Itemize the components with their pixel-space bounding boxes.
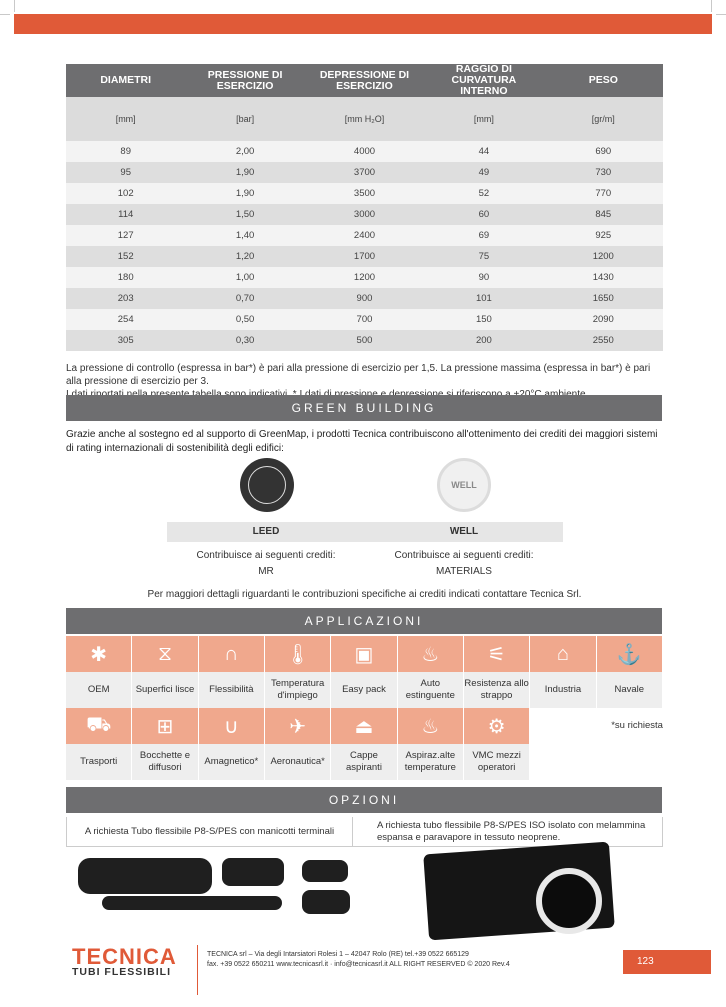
tractor-icon: ⚙ (464, 708, 530, 744)
table-cell: 4000 (305, 141, 424, 162)
footer-contacts (207, 950, 510, 970)
crop-mark (14, 0, 15, 12)
truck-icon: ⛟ (66, 708, 132, 744)
footer-divider (197, 945, 198, 995)
unit-cell: [bar] (185, 97, 304, 141)
hose-photo (78, 858, 212, 894)
application-label: Aspiraz.alte temperature (398, 744, 464, 780)
unit-cell: [mm H₂O] (305, 97, 424, 141)
table-cell: 3000 (305, 204, 424, 225)
table-cell: 114 (66, 204, 185, 225)
tear-resistance-icon: ⚟ (464, 636, 530, 672)
application-label: Cappe aspiranti (331, 744, 397, 780)
page-number: 123 (623, 950, 711, 974)
table-cell: 1,00 (185, 267, 304, 288)
su-richiesta-footnote: *su richiesta (611, 720, 663, 731)
table-cell: 75 (424, 246, 543, 267)
col-header-raggio: RAGGIO DI CURVATURA INTERNO (424, 64, 543, 97)
well-credits (365, 548, 563, 580)
footer-line: TECNICA srl – Via degli Intarsiatori Rolesi 1 – 42047 Rolo (RE) tel.+39 0522 665129 (207, 951, 469, 958)
factory-icon: ⌂ (530, 636, 596, 672)
application-label: Temperatura d'impiego (265, 672, 331, 708)
opzioni-title: OPZIONI (66, 787, 662, 813)
spec-table (66, 64, 663, 351)
table-cell: 200 (424, 330, 543, 351)
table-cell: 925 (544, 225, 663, 246)
table-cell: 1650 (544, 288, 663, 309)
table-cell: 1,40 (185, 225, 304, 246)
table-cell: 49 (424, 162, 543, 183)
table-cell: 152 (66, 246, 185, 267)
table-cell: 1,50 (185, 204, 304, 225)
table-cell: 690 (544, 141, 663, 162)
table-row (66, 225, 663, 246)
applicazioni-title: APPLICAZIONI (66, 608, 662, 634)
crop-mark (716, 14, 726, 15)
option-iso: A richiesta tubo flessibile P8-S/PES ISO isolato con melammina espansa e paravapore in tessuto neoprene. (377, 819, 646, 843)
application-label: Auto estinguente (398, 672, 464, 708)
col-header-depressione: DEPRESSIONE DI ESERCIZIO (305, 64, 424, 97)
leed-logo (240, 458, 294, 512)
thermometer-icon: 🌡 (265, 636, 331, 672)
crop-mark (711, 0, 712, 12)
application-item (464, 708, 530, 780)
unit-cell: [mm] (66, 97, 185, 141)
col-header-diametri: DIAMETRI (66, 64, 185, 97)
well-label: WELL (449, 526, 479, 537)
application-item (597, 636, 663, 708)
table-cell: 95 (66, 162, 185, 183)
table-cell: 1200 (305, 267, 424, 288)
table-cell: 1,90 (185, 162, 304, 183)
table-cell: 845 (544, 204, 663, 225)
application-item (132, 636, 198, 708)
spec-header-row (66, 64, 663, 97)
table-cell: 0,70 (185, 288, 304, 309)
application-item (66, 636, 132, 708)
flame-icon: ♨ (398, 636, 464, 672)
table-cell: 900 (305, 288, 424, 309)
application-label: OEM (66, 672, 132, 708)
options-box (66, 817, 663, 847)
application-label: Resistenza allo strappo (464, 672, 530, 708)
application-item (530, 636, 596, 708)
diffuser-icon: ⊞ (132, 708, 198, 744)
table-cell: 1,20 (185, 246, 304, 267)
well-credit: MATERIALS (436, 566, 492, 577)
hose-photo (222, 858, 284, 886)
table-cell: 730 (544, 162, 663, 183)
application-item (199, 708, 265, 780)
option-manicotti: A richiesta Tubo flessibile P8-S/PES con manicotti terminali (67, 817, 353, 846)
application-label: Trasporti (66, 744, 132, 780)
application-item (265, 708, 331, 780)
application-label: Flessibilità (199, 672, 265, 708)
application-label: Industria (530, 672, 596, 708)
green-building-title: GREEN BUILDING (66, 395, 662, 421)
credits-more-info: Per maggiori dettagli riguardanti le contribuzioni specifiche ai crediti indicati contattare Tecnica Srl. (147, 589, 582, 600)
leed-credit: MR (258, 566, 274, 577)
application-item (398, 708, 464, 780)
table-cell: 254 (66, 309, 185, 330)
footer-line: fax. +39 0522 650211 www.tecnicasrl.it · info@tecnicasrl.it ALL RIGHT RESERVED © 2020 Rev.4 (207, 961, 510, 968)
fan-icon: ✱ (66, 636, 132, 672)
leed-caption: Contribuisce ai seguenti crediti: (196, 550, 336, 561)
table-cell: 2,00 (185, 141, 304, 162)
unit-cell: [mm] (424, 97, 543, 141)
leed-label: LEED (252, 526, 280, 537)
table-cell: 52 (424, 183, 543, 204)
table-cell: 3700 (305, 162, 424, 183)
table-cell: 203 (66, 288, 185, 309)
table-cell: 770 (544, 183, 663, 204)
table-cell: 89 (66, 141, 185, 162)
table-row (66, 183, 663, 204)
magnet-icon: ∪ (199, 708, 265, 744)
table-row (66, 330, 663, 351)
table-cell: 700 (305, 309, 424, 330)
table-cell: 2400 (305, 225, 424, 246)
application-label: Bocchette e diffusori (132, 744, 198, 780)
table-cell: 305 (66, 330, 185, 351)
table-row (66, 288, 663, 309)
top-accent-bar (14, 14, 712, 34)
table-cell: 69 (424, 225, 543, 246)
table-cell: 127 (66, 225, 185, 246)
spec-units-row (66, 97, 663, 141)
airplane-icon: ✈ (265, 708, 331, 744)
high-temp-suction-icon: ♨ (398, 708, 464, 744)
table-row (66, 162, 663, 183)
table-cell: 102 (66, 183, 185, 204)
credits-header (167, 522, 563, 542)
green-building-intro: Grazie anche al sostegno ed al supporto di GreenMap, i prodotti Tecnica contribuiscono all'ottenimento dei crediti dei maggiori sistemi di rating internazionali di sostenibilità degli edifici: (66, 429, 658, 454)
table-cell: 1200 (544, 246, 663, 267)
anchor-icon: ⚓ (597, 636, 663, 672)
smooth-surface-icon: ⧖ (132, 636, 198, 672)
table-cell: 1,90 (185, 183, 304, 204)
box-icon: ▣ (331, 636, 397, 672)
table-cell: 1430 (544, 267, 663, 288)
application-label: Aeronautica* (265, 744, 331, 780)
table-row (66, 141, 663, 162)
brand-logo: TECNICA (72, 944, 177, 969)
table-cell: 180 (66, 267, 185, 288)
table-cell: 60 (424, 204, 543, 225)
leed-credits (167, 548, 365, 580)
table-row (66, 309, 663, 330)
hose-photo (102, 896, 282, 910)
table-cell: 2090 (544, 309, 663, 330)
application-label: Superfici lisce (132, 672, 198, 708)
table-cell: 101 (424, 288, 543, 309)
applications-row (66, 708, 663, 780)
application-item (199, 636, 265, 708)
application-item (398, 636, 464, 708)
table-cell: 44 (424, 141, 543, 162)
well-logo: WELL (437, 458, 491, 512)
well-caption: Contribuisce ai seguenti crediti: (394, 550, 534, 561)
table-cell: 1700 (305, 246, 424, 267)
applications-row (66, 636, 663, 708)
application-item (331, 636, 397, 708)
table-row (66, 267, 663, 288)
table-cell: 0,50 (185, 309, 304, 330)
table-cell: 3500 (305, 183, 424, 204)
table-cell: 500 (305, 330, 424, 351)
hood-icon: ⏏ (331, 708, 397, 744)
application-item (331, 708, 397, 780)
insulated-hose-end (536, 868, 602, 934)
brand-tagline: TUBI FLESSIBILI (72, 966, 171, 978)
application-item (66, 708, 132, 780)
table-cell: 2550 (544, 330, 663, 351)
table-row (66, 204, 663, 225)
table-row (66, 246, 663, 267)
applications-grid (66, 636, 663, 780)
flexibility-icon: ∩ (199, 636, 265, 672)
note-line: La pressione di controllo (espressa in bar*) è pari alla pressione di esercizio per 1,5. La pressione massima (espressa in bar*) è pari alla pressione di esercizio per 3. (66, 363, 651, 387)
application-label: VMC mezzi operatori (464, 744, 530, 780)
application-item (265, 636, 331, 708)
hose-photo (302, 890, 350, 914)
table-cell: 90 (424, 267, 543, 288)
application-item (464, 636, 530, 708)
footnote-area (530, 708, 663, 780)
application-item (132, 708, 198, 780)
application-label: Navale (597, 672, 663, 708)
leed-logo-ring (248, 466, 286, 504)
table-cell: 150 (424, 309, 543, 330)
unit-cell: [gr/m] (544, 97, 663, 141)
application-label: Amagnetico* (199, 744, 265, 780)
table-cell: 0,30 (185, 330, 304, 351)
hose-photo (302, 860, 348, 882)
application-label: Easy pack (331, 672, 397, 708)
col-header-peso: PESO (544, 64, 663, 97)
crop-mark (0, 14, 10, 15)
col-header-pressione: PRESSIONE DI ESERCIZIO (185, 64, 304, 97)
